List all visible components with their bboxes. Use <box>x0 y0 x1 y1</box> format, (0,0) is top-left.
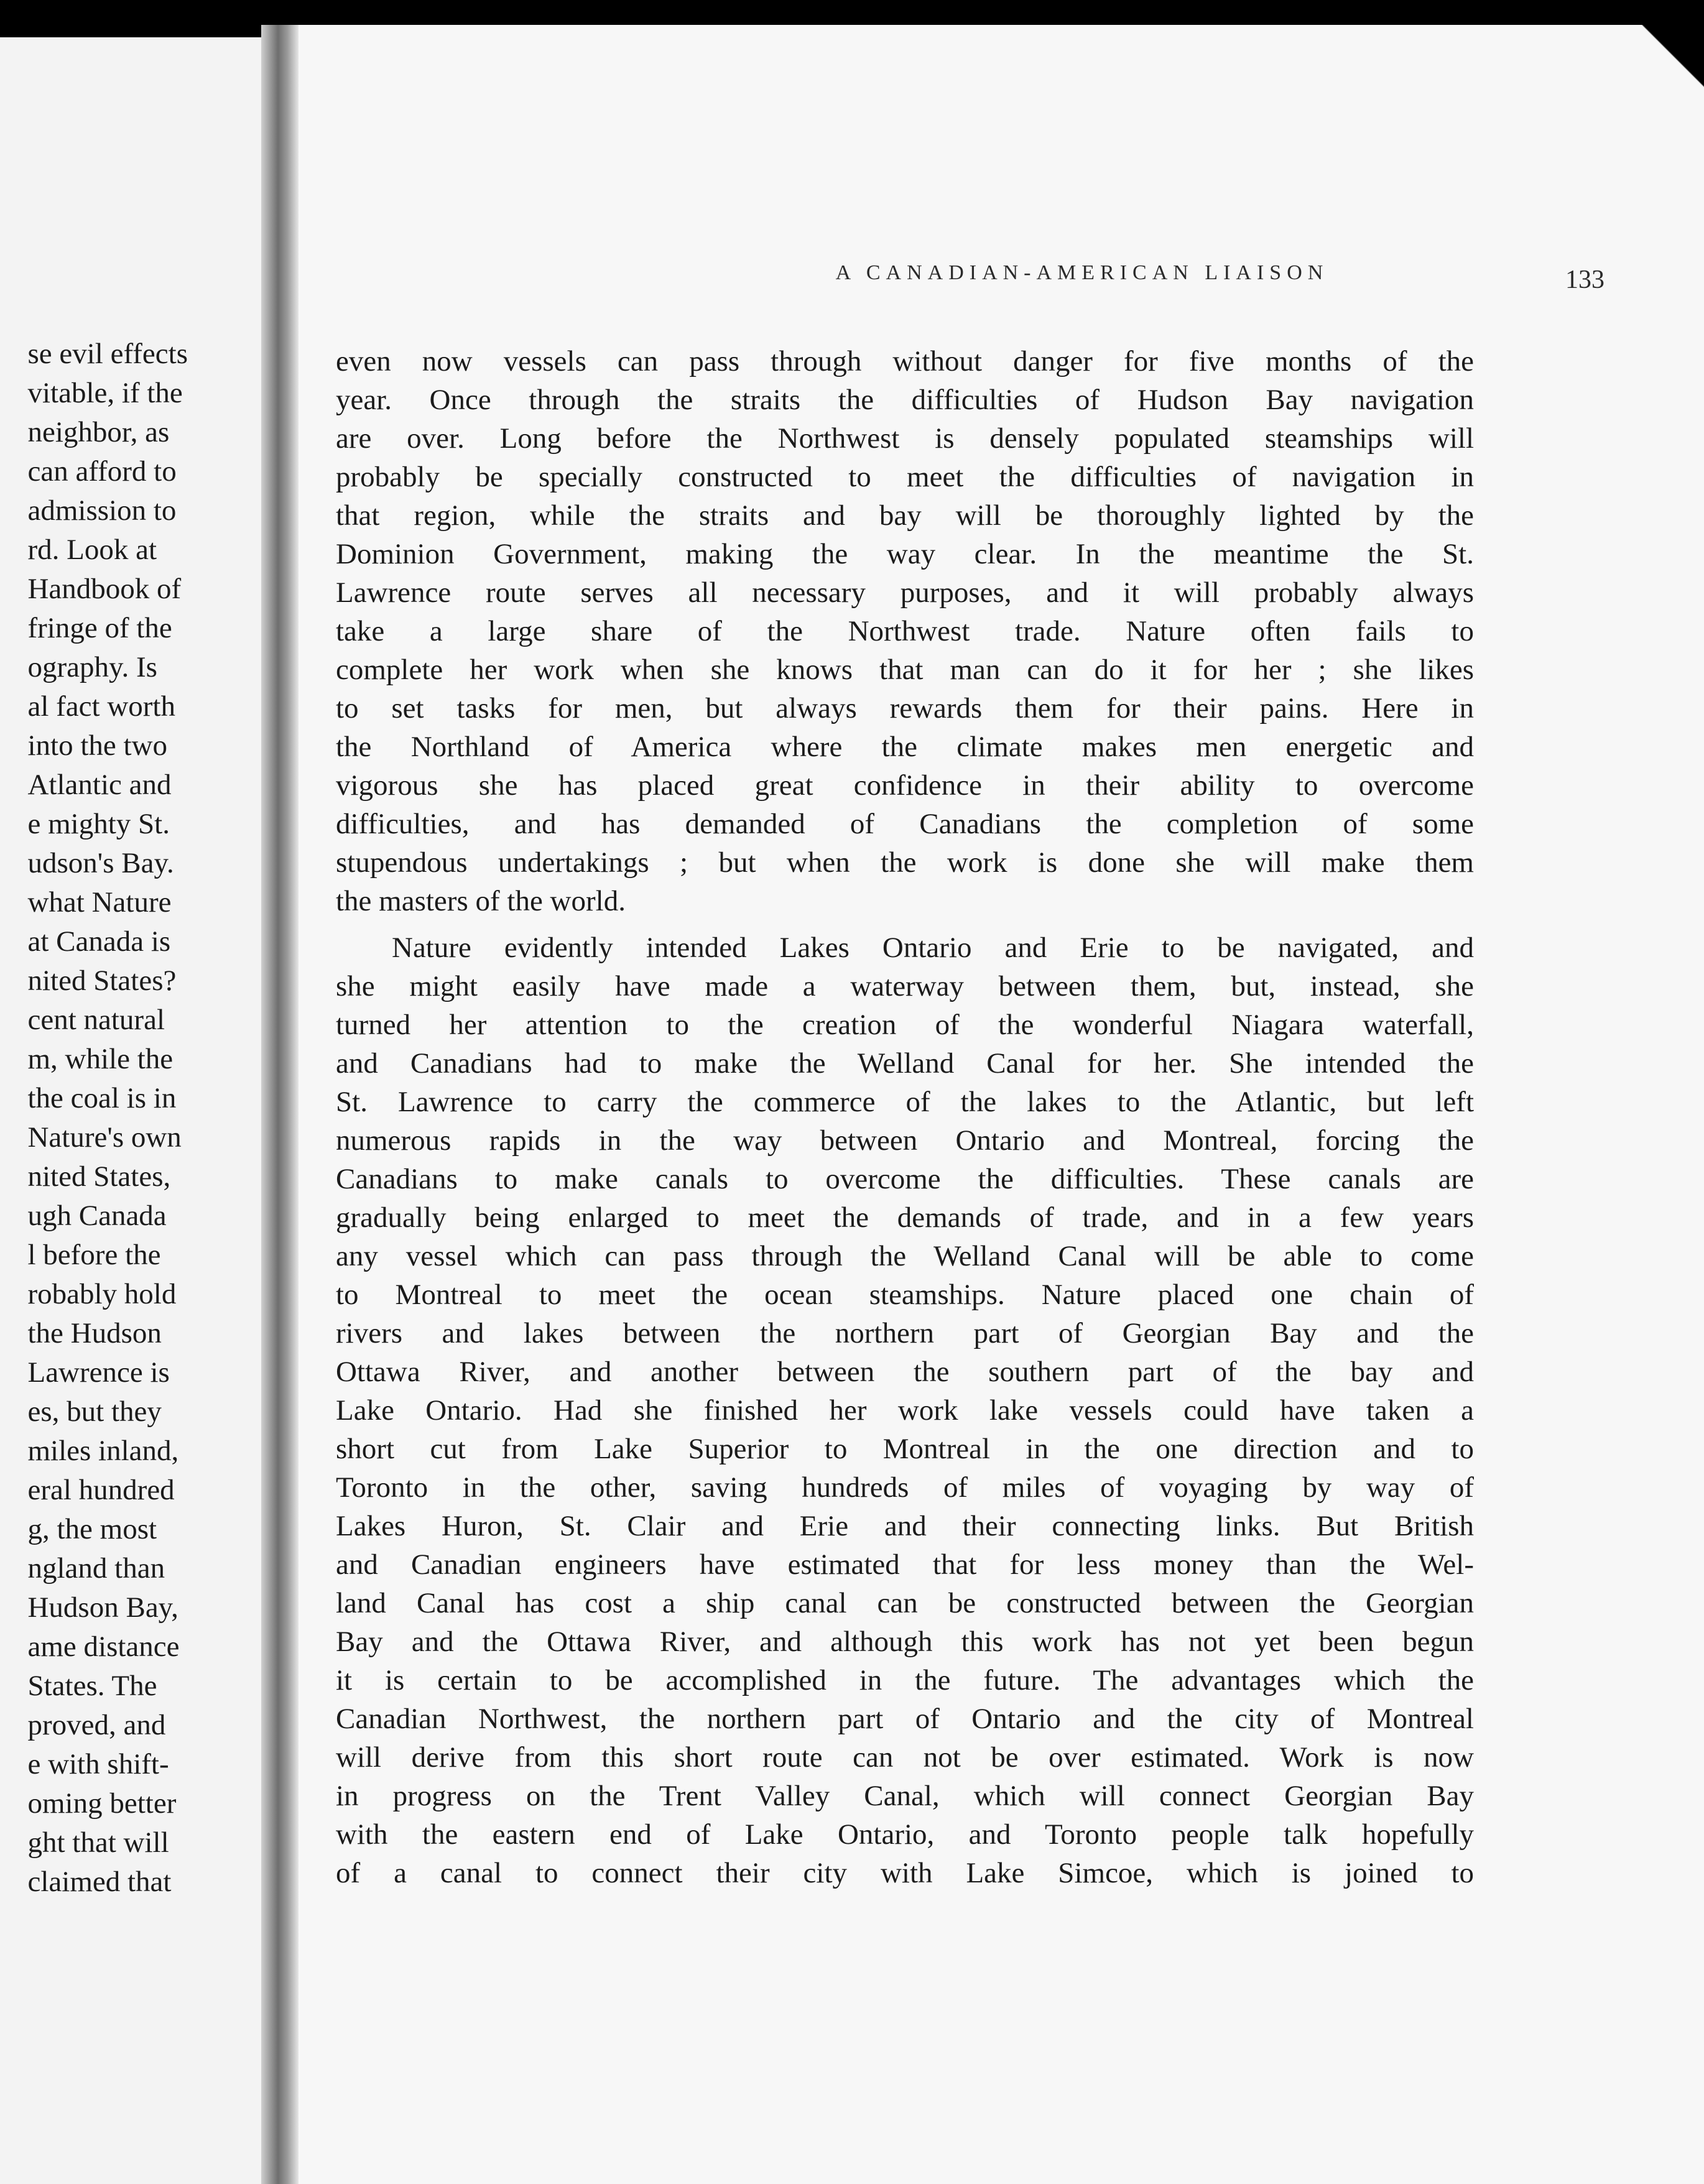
text-line: Lakes Huron, St. Clair and Erie and their connecting links. But British <box>336 1510 1474 1542</box>
text-line: and Canadian engineers have estimated that for less money than the Wel- <box>336 1548 1474 1581</box>
text-line: States. The <box>27 1670 157 1702</box>
text-line: that region, while the straits and bay will be thoroughly lighted by the <box>336 499 1474 532</box>
running-head: A CANADIAN-AMERICAN LIAISON <box>835 261 1329 284</box>
text-line: nited States? <box>27 965 177 997</box>
text-line: m, while the <box>27 1043 174 1075</box>
text-line: ugh Canada <box>27 1200 167 1232</box>
text-line: e mighty St. <box>27 808 170 840</box>
text-line: proved, and <box>27 1709 166 1741</box>
text-line: what Nature <box>27 886 172 918</box>
text-line: to set tasks for men, but always rewards them for their pains. Here in <box>336 692 1474 724</box>
text-line: are over. Long before the Northwest is densely populated steamships will <box>336 422 1474 455</box>
text-line: can afford to <box>27 455 177 488</box>
text-line: admission to <box>27 494 177 527</box>
text-line: at Canada is <box>27 925 171 958</box>
text-line: Nature evidently intended Lakes Ontario and Erie to be navigated, and <box>392 932 1474 964</box>
text-line: turned her attention to the creation of the wonderful Niagara waterfall, <box>336 1009 1474 1041</box>
text-line: ngland than <box>27 1552 165 1585</box>
text-line: difficulties, and has demanded of Canadians the completion of some <box>336 808 1474 840</box>
text-line: the coal is in <box>27 1082 177 1114</box>
text-line: g, the most <box>27 1513 157 1545</box>
text-line: se evil effects <box>27 338 188 370</box>
text-line: to Montreal to meet the ocean steamships. Nature placed one chain of <box>336 1279 1474 1311</box>
book-gutter <box>261 25 299 2184</box>
text-line: cent natural <box>27 1004 165 1036</box>
text-line: in progress on the Trent Valley Canal, which will connect Georgian Bay <box>336 1780 1474 1812</box>
text-line: Nature's own <box>27 1121 182 1154</box>
text-line: l before the <box>27 1239 161 1271</box>
text-line: ography. Is <box>27 651 157 683</box>
text-line: oming better <box>27 1787 177 1820</box>
text-line: even now vessels can pass through without danger for five months of the <box>336 345 1474 377</box>
text-line: of a canal to connect their city with Lake Simcoe, which is joined to <box>336 1857 1474 1889</box>
text-line: Toronto in the other, saving hundreds of miles of voyaging by way of <box>336 1471 1474 1504</box>
text-line: claimed that <box>27 1866 172 1898</box>
text-line: nited States, <box>27 1160 171 1193</box>
text-line: fringe of the <box>27 612 172 644</box>
text-line: Lawrence is <box>27 1356 170 1389</box>
text-line: the Northland of America where the climate makes men energetic and <box>336 731 1474 763</box>
text-line: complete her work when she knows that man can do it for her ; she likes <box>336 654 1474 686</box>
text-line: short cut from Lake Superior to Montreal in the one direction and to <box>336 1433 1474 1465</box>
text-line: take a large share of the Northwest trade. Nature often fails to <box>336 615 1474 647</box>
text-line: es, but they <box>27 1395 162 1428</box>
text-line: it is certain to be accomplished in the future. The advantages which the <box>336 1664 1474 1696</box>
text-line: with the eastern end of Lake Ontario, and Toronto people talk hopefully <box>336 1818 1474 1851</box>
text-line: any vessel which can pass through the Welland Canal will be able to come <box>336 1240 1474 1272</box>
text-line: the masters of the world. <box>336 885 626 917</box>
text-line: udson's Bay. <box>27 847 174 879</box>
text-line: St. Lawrence to carry the commerce of the lakes to the Atlantic, but left <box>336 1086 1474 1118</box>
text-line: vitable, if the <box>27 377 183 409</box>
facing-page-text <box>27 335 188 1902</box>
text-line: and Canadians had to make the Welland Canal for her. She intended the <box>336 1047 1474 1080</box>
text-line: the Hudson <box>27 1317 162 1349</box>
text-line: gradually being enlarged to meet the demands of trade, and in a few years <box>336 1201 1474 1234</box>
text-line: Lawrence route serves all necessary purposes, and it will probably always <box>336 576 1474 609</box>
text-line: Handbook of <box>27 573 182 605</box>
text-line: Dominion Government, making the way clear. In the meantime the St. <box>336 538 1474 570</box>
text-line: Hudson Bay, <box>27 1591 178 1624</box>
text-line: eral hundred <box>27 1474 175 1506</box>
text-line: rivers and lakes between the northern part of Georgian Bay and the <box>336 1317 1474 1349</box>
text-line: neighbor, as <box>27 416 170 448</box>
text-line: al fact worth <box>27 690 175 723</box>
text-line: miles inland, <box>27 1435 179 1467</box>
text-line: numerous rapids in the way between Ontario and Montreal, forcing the <box>336 1124 1474 1157</box>
text-line: Lake Ontario. Had she finished her work lake vessels could have taken a <box>336 1394 1474 1427</box>
page-right <box>299 25 1704 2184</box>
text-line: Ottawa River, and another between the southern part of the bay and <box>336 1356 1474 1388</box>
text-line: ght that will <box>27 1826 169 1859</box>
text-line: stupendous undertakings ; but when the work is done she will make them <box>336 846 1474 879</box>
facing-page-left <box>0 37 261 2184</box>
text-line: rd. Look at <box>27 534 157 566</box>
text-line: will derive from this short route can not be over estimated. Work is now <box>336 1741 1474 1774</box>
text-line: Atlantic and <box>27 769 172 801</box>
text-line: robably hold <box>27 1278 177 1310</box>
text-line: Canadians to make canals to overcome the difficulties. These canals are <box>336 1163 1474 1195</box>
text-line: Bay and the Ottawa River, and although this work has not yet been begun <box>336 1626 1474 1658</box>
scan-corner-shadow <box>1604 25 1704 99</box>
text-line: into the two <box>27 729 168 762</box>
text-line: vigorous she has placed great confidence in their ability to overcome <box>336 769 1474 802</box>
text-line: year. Once through the straits the difficulties of Hudson Bay navigation <box>336 384 1474 416</box>
text-line: land Canal has cost a ship canal can be constructed between the Georgian <box>336 1587 1474 1619</box>
text-line: Canadian Northwest, the northern part of Ontario and the city of Montreal <box>336 1703 1474 1735</box>
page-number: 133 <box>1565 266 1604 294</box>
text-line: e with shift- <box>27 1748 169 1780</box>
text-line: probably be specially constructed to meet the difficulties of navigation in <box>336 461 1474 493</box>
text-line: she might easily have made a waterway between them, but, instead, she <box>336 970 1474 1002</box>
text-line: ame distance <box>27 1631 180 1663</box>
